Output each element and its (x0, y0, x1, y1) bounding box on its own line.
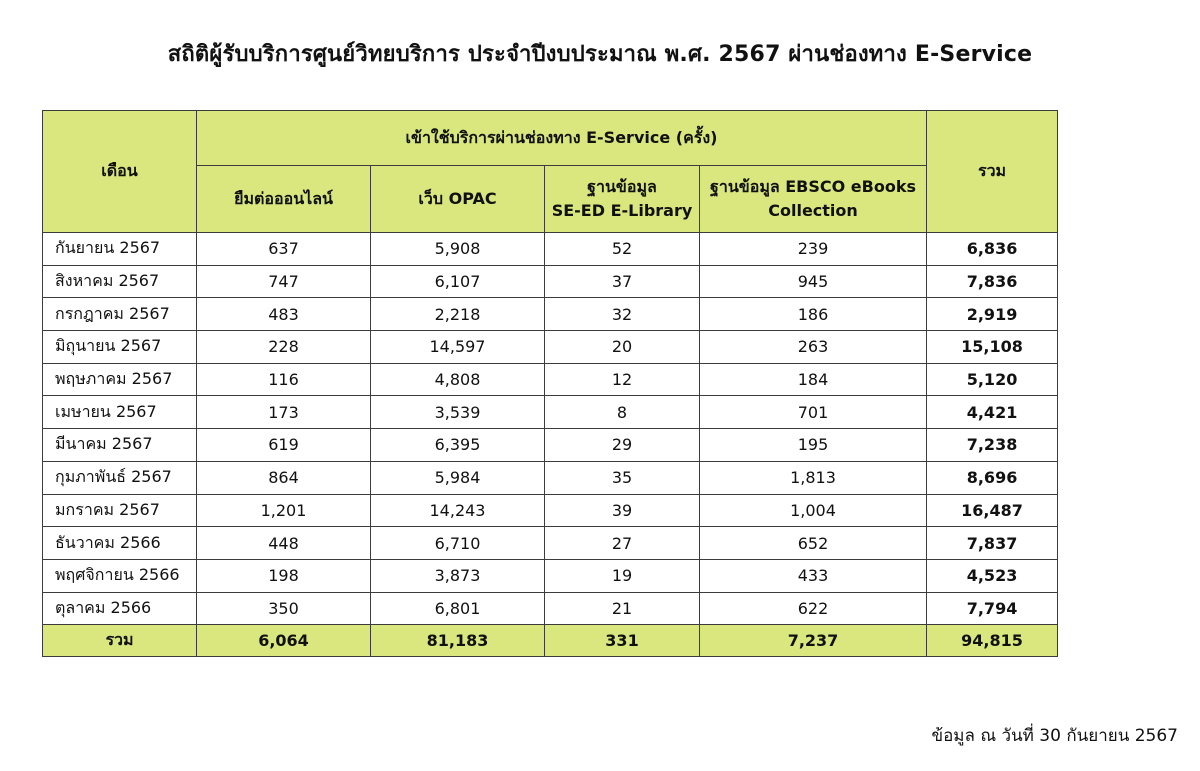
cell-online-renewal: 1,201 (197, 494, 371, 527)
cell-seed-elibrary: 29 (545, 429, 700, 462)
cell-online-renewal: 173 (197, 396, 371, 429)
cell-seed-elibrary: 32 (545, 298, 700, 331)
cell-total: 6,836 (927, 233, 1058, 266)
cell-seed-elibrary: 35 (545, 461, 700, 494)
cell-total: 8,696 (927, 461, 1058, 494)
cell-seed-elibrary: 39 (545, 494, 700, 527)
cell-online-renewal: 864 (197, 461, 371, 494)
cell-ebsco-ebooks: 1,004 (700, 494, 927, 527)
cell-total: 4,523 (927, 559, 1058, 592)
cell-online-renewal: 448 (197, 527, 371, 560)
table-row (43, 592, 1058, 625)
cell-seed-elibrary: 12 (545, 363, 700, 396)
cell-web-opac: 5,908 (371, 233, 545, 266)
total-row-label: รวม (43, 625, 197, 657)
cell-ebsco-ebooks: 622 (700, 592, 927, 625)
cell-seed-elibrary: 37 (545, 265, 700, 298)
cell-web-opac: 3,539 (371, 396, 545, 429)
cell-month: มกราคม 2567 (43, 494, 197, 527)
cell-total: 7,837 (927, 527, 1058, 560)
cell-online-renewal: 747 (197, 265, 371, 298)
cell-online-renewal: 228 (197, 331, 371, 364)
cell-month: กุมภาพันธ์ 2567 (43, 461, 197, 494)
cell-month: พฤศจิกายน 2566 (43, 559, 197, 592)
total-ebsco-ebooks: 7,237 (700, 625, 927, 657)
page-title: สถิติผู้รับบริการศูนย์วิทยบริการ ประจำปีงบประมาณ พ.ศ. 2567 ผ่านช่องทาง E-Service (167, 42, 1033, 67)
cell-ebsco-ebooks: 701 (700, 396, 927, 429)
cell-web-opac: 2,218 (371, 298, 545, 331)
cell-web-opac: 6,801 (371, 592, 545, 625)
cell-online-renewal: 483 (197, 298, 371, 331)
header-eservice-group: เข้าใช้บริการผ่านช่องทาง E-Service (ครั้ง) (197, 111, 927, 166)
total-online-renewal: 6,064 (197, 625, 371, 657)
cell-ebsco-ebooks: 263 (700, 331, 927, 364)
cell-total: 7,238 (927, 429, 1058, 462)
total-web-opac: 81,183 (371, 625, 545, 657)
table-row (43, 494, 1058, 527)
cell-month: สิงหาคม 2567 (43, 265, 197, 298)
total-row (43, 625, 1058, 657)
cell-month: กันยายน 2567 (43, 233, 197, 266)
cell-online-renewal: 350 (197, 592, 371, 625)
cell-web-opac: 4,808 (371, 363, 545, 396)
header-seed-elibrary-text: ฐานข้อมูล SE-ED E-Library (551, 177, 693, 220)
cell-ebsco-ebooks: 184 (700, 363, 927, 396)
cell-month: กรกฎาคม 2567 (43, 298, 197, 331)
header-ebsco-ebooks-text: ฐานข้อมูล EBSCO eBooks Collection (710, 177, 916, 220)
data-as-of-note: ข้อมูล ณ วันที่ 30 กันยายน 2567 (931, 726, 1178, 746)
total-seed-elibrary: 331 (545, 625, 700, 657)
cell-web-opac: 14,243 (371, 494, 545, 527)
cell-month: เมษายน 2567 (43, 396, 197, 429)
cell-online-renewal: 198 (197, 559, 371, 592)
table-row (43, 298, 1058, 331)
cell-web-opac: 6,395 (371, 429, 545, 462)
table-row (43, 429, 1058, 462)
statistics-table (42, 110, 1058, 657)
cell-total: 16,487 (927, 494, 1058, 527)
cell-total: 2,919 (927, 298, 1058, 331)
cell-month: ธันวาคม 2566 (43, 527, 197, 560)
cell-total: 4,421 (927, 396, 1058, 429)
cell-ebsco-ebooks: 186 (700, 298, 927, 331)
cell-web-opac: 6,710 (371, 527, 545, 560)
header-seed-elibrary (545, 166, 700, 233)
cell-web-opac: 5,984 (371, 461, 545, 494)
cell-month: พฤษภาคม 2567 (43, 363, 197, 396)
table-row (43, 396, 1058, 429)
cell-total: 7,794 (927, 592, 1058, 625)
cell-total: 15,108 (927, 331, 1058, 364)
cell-month: มีนาคม 2567 (43, 429, 197, 462)
cell-total: 7,836 (927, 265, 1058, 298)
cell-seed-elibrary: 20 (545, 331, 700, 364)
header-month: เดือน (43, 111, 197, 233)
table-header (43, 111, 1058, 233)
table-row (43, 265, 1058, 298)
cell-web-opac: 3,873 (371, 559, 545, 592)
cell-online-renewal: 619 (197, 429, 371, 462)
cell-web-opac: 14,597 (371, 331, 545, 364)
cell-ebsco-ebooks: 239 (700, 233, 927, 266)
table-body (43, 233, 1058, 625)
header-total: รวม (927, 111, 1058, 233)
cell-seed-elibrary: 19 (545, 559, 700, 592)
table-row (43, 559, 1058, 592)
cell-ebsco-ebooks: 433 (700, 559, 927, 592)
cell-ebsco-ebooks: 195 (700, 429, 927, 462)
table-row (43, 461, 1058, 494)
header-online-renewal: ยืมต่อออนไลน์ (197, 166, 371, 233)
table-row (43, 527, 1058, 560)
table-row (43, 233, 1058, 266)
cell-ebsco-ebooks: 1,813 (700, 461, 927, 494)
cell-seed-elibrary: 52 (545, 233, 700, 266)
cell-online-renewal: 637 (197, 233, 371, 266)
cell-ebsco-ebooks: 652 (700, 527, 927, 560)
header-web-opac: เว็บ OPAC (371, 166, 545, 233)
cell-month: ตุลาคม 2566 (43, 592, 197, 625)
table-row (43, 363, 1058, 396)
grand-total: 94,815 (927, 625, 1058, 657)
cell-seed-elibrary: 27 (545, 527, 700, 560)
header-ebsco-ebooks (700, 166, 927, 233)
table-row (43, 331, 1058, 364)
cell-total: 5,120 (927, 363, 1058, 396)
cell-web-opac: 6,107 (371, 265, 545, 298)
cell-seed-elibrary: 8 (545, 396, 700, 429)
cell-seed-elibrary: 21 (545, 592, 700, 625)
cell-month: มิถุนายน 2567 (43, 331, 197, 364)
cell-ebsco-ebooks: 945 (700, 265, 927, 298)
table-footer (43, 625, 1058, 657)
cell-online-renewal: 116 (197, 363, 371, 396)
